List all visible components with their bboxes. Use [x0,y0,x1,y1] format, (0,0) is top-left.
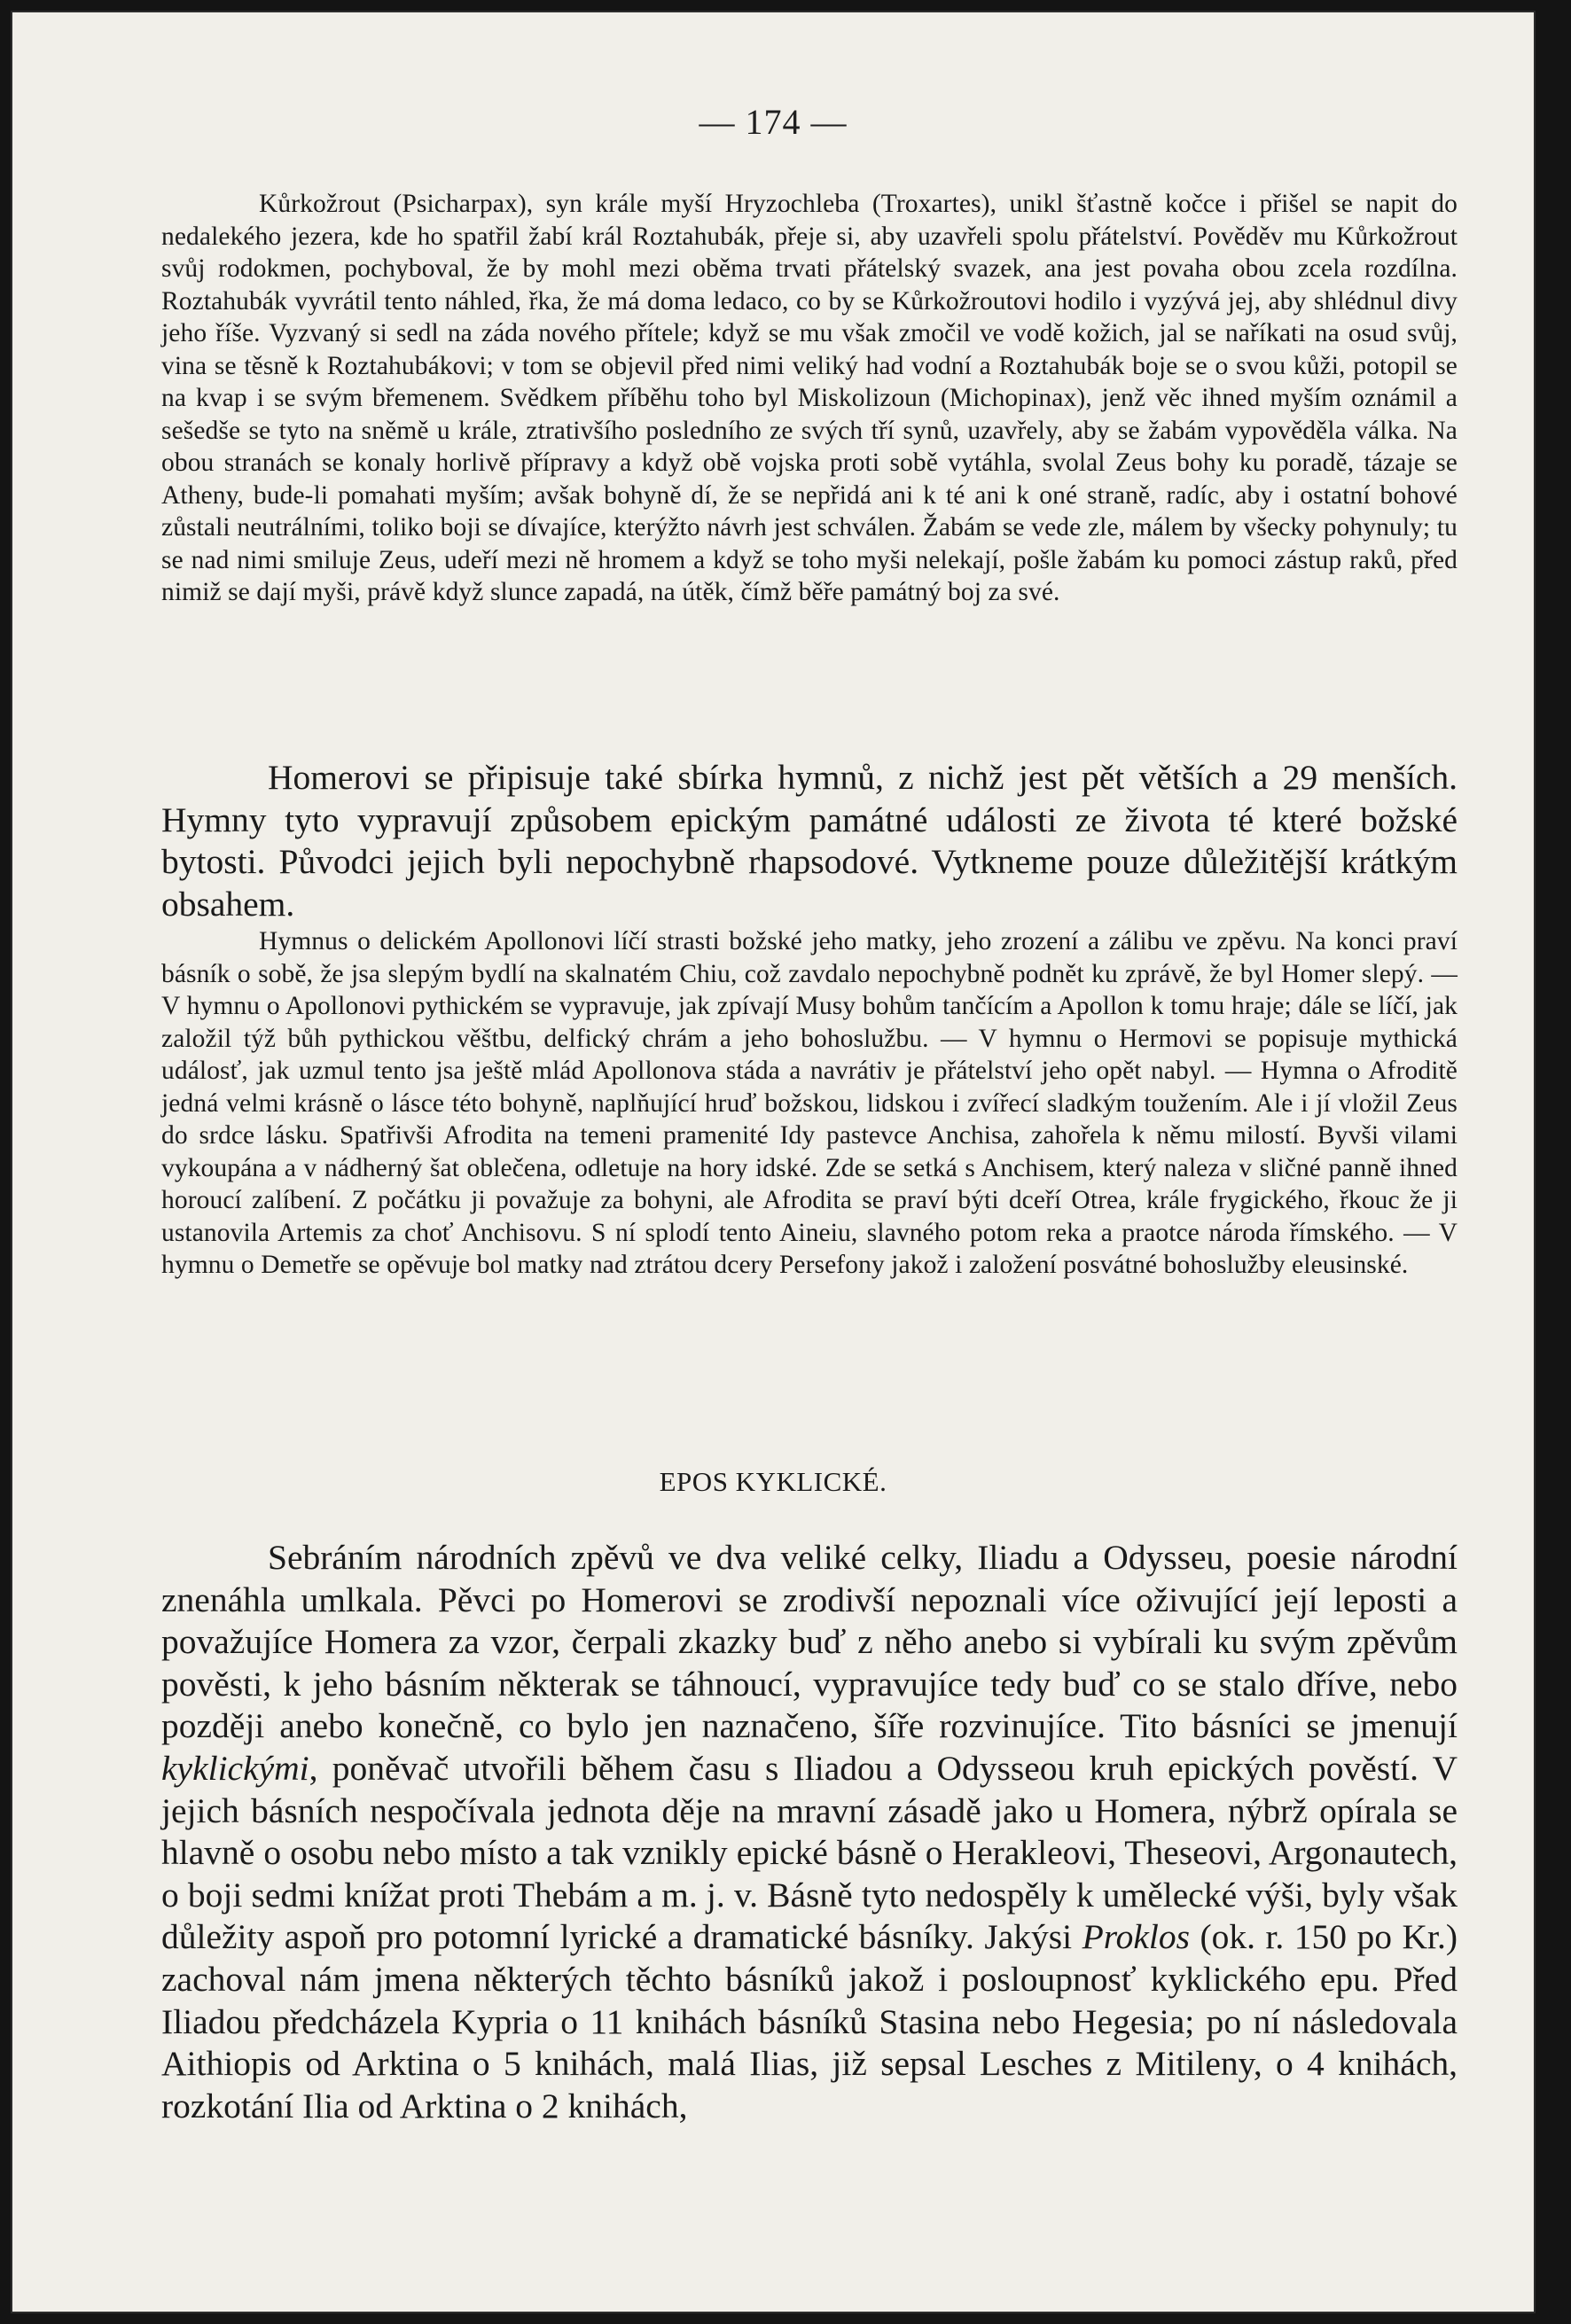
text-run: Sebráním národních zpěvů ve dva veliké celky, Iliadu a Odysseu, poesie národní znenáhla umlkala. Pěvci po Homerovi se zrodivší nepoznali více oživující její leposti a považujíce Homera za vzor, čerpali zkazky buď z něho anebo si vybírali ku svým zpěvům pověsti, k jeho básním některak se táhnoucí, vypravujíce tedy buď co se stalo dříve, nebo později anebo konečně, co bylo jen naznačeno, šíře rozvinujíce. Tito básníci se jmenují [161,1538,1458,1746]
section-heading: EPOS KYKLICKÉ. [659,1466,887,1497]
text-run: (ok. r. 150 po Kr.) zachoval nám jmena některých těchto básníků jakož i posloupnosť kyklického epu. Před Iliadou předcházela Kypria o 11 knihách básníků Stasina nebo Hegesia; po ní následovala Aithiopis od Arktina o 5 knihách, malá Ilias, již sepsal Lesches z Mitileny, o 4 knihách, rozkotání Ilia od Arktina o 2 knihách, [161,1917,1458,2125]
epos-kyklicke-text [161,1537,1458,2127]
paragraph [161,1537,1458,2127]
page-number: — 174 — [699,102,848,142]
term-proklos: Proklos [1082,1917,1190,1957]
term-kyklicky: kyklickými [161,1748,309,1788]
hymns-summary [161,925,1458,1282]
paragraph: Kůrkožrout (Psicharpax), syn krále myší Hryzochleba (Troxartes), unikl šťastně kočce i přišel se napit do nedalekého jezera, kde ho spatřil žabí král Roztahubák, přeje si, aby uzavřeli spolu přátelství. Pověděv mu Kůrkožrout svůj rodokmen, pochyboval, že by mohl mezi oběma trvati přátelský svazek, ana jest povaha obou zcela rozdílna. Roztahubák vyvrátil tento náhled, řka, že má doma ledaco, co by se Kůrkožroutovi hodilo i vyzývá jej, aby shlédnul divy jeho říše. Vyzvaný si sedl na záda nového přítele; když se mu však zmočil ve vodě kožich, jal se naříkati na osud svůj, vina se těsně k Roztahubákovi; v tom se objevil před nimi veliký had vodní a Roztahubák boje se o svou kůži, potopil se na kvap i se svým břemenem. Svědkem příběhu toho byl Miskolizoun (Michopinax), jenž věc ihned myším oznámil a sešedše se tyto na sněmě u krále, ztrativšího posledního ze svých tří synů, uzavřely, aby se žabám vypověděla válka. Na obou stranách se konaly horlivě přípravy a když obě vojska proti sobě vytáhla, svolal Zeus bohy ku poradě, tázaje se Atheny, bude-li pomahati myším; avšak bohyně dí, že se nepřidá ani k té ani k oné straně, radíc, aby i ostatní bohové zůstali neutrálními, toliko boji se dívajíce, kterýžto návrh jest schválen. Žabám se vede zle, málem by všecky pohynuly; tu se nad nimi smiluje Zeus, udeří mezi ně hromem a když se toho myši nelekají, pošle žabám ku pomoci zástup raků, před nimiž se dají myši, právě když slunce zapadá, na útěk, čímž běře památný boj za své. [161,190,1458,606]
batrachomyomachia-summary [161,188,1458,609]
book-page [12,12,1534,2312]
text-run: , poněvač utvořili během času s Iliadou a Odysseou kruh epických pověstí. V jejich básních nespočívala jednota děje na mravní zásadě jako u Homera, nýbrž opírala se hlavně o osobu nebo místo a tak vznikly epické básně o Herakleovi, Theseovi, Argonautech, o boji sedmi knížat proti Thebám a m. j. v. Básně tyto nedospěly k umělecké výši, byly však důležity aspoň pro potomní lyrické a dramatické básníky. Jakýsi [161,1748,1458,1957]
hymns-intro [161,757,1458,925]
paragraph: Homerovi se připisuje také sbírka hymnů, z nichž jest pět větších a 29 menších. Hymny tyto vypravují způsobem epickým památné události ze života té které božské bytosti. Původci jejich byli nepochybně rhapsodové. Vytkneme pouze důležitější krátkým obsahem. [161,758,1458,924]
paragraph: Hymnus o delickém Apollonovi líčí strasti božské jeho matky, jeho zrození a zálibu ve zpěvu. Na konci praví básník o sobě, že jsa slepým bydlí na skalnatém Chiu, což zavdalo nepochybně podnět ku zprávě, že byl Homer slepý. — V hymnu o Apollonovi pythickém se vypravuje, jak zpívají Musy bohům tančícím a Apollon k tomu hraje; dále se líčí, jak založil týž bůh pythickou věštbu, delfický chrám a jeho bohoslužbu. — V hymnu o Hermovi se popisuje mythická událosť, jak uzmul tento jsa ještě mlád Apollonova stáda a navrátiv je přátelství jeho opět nabyl. — Hymna o Afroditě jedná velmi krásně o lásce této bohyně, naplňující hruď božskou, lidskou i zvířecí sladkým toužením. Ale i jí vložil Zeus do srdce lásku. Spatřivši Afrodita na temeni pramenité Idy pastevce Anchisa, zahořela k němu milostí. Byvši vilami vykoupána a v nádherný šat oblečena, odletuje na hory idské. Zde se setká s Anchisem, který naleza v sličné panně ihned horoucí zalíbení. Z počátku ji považuje za bohyni, ale Afrodita se praví býti dceří Otrea, krále frygického, řkouc že ji ustanovila Artemis za choť Anchisovu. S ní splodí tento Aineiu, slavného potom reka a praotce národa římského. — V hymnu o Demetře se opěvuje bol matky nad ztrátou dcery Persefony jakož i založení posvátné bohoslužby eleusinské. [161,927,1458,1279]
